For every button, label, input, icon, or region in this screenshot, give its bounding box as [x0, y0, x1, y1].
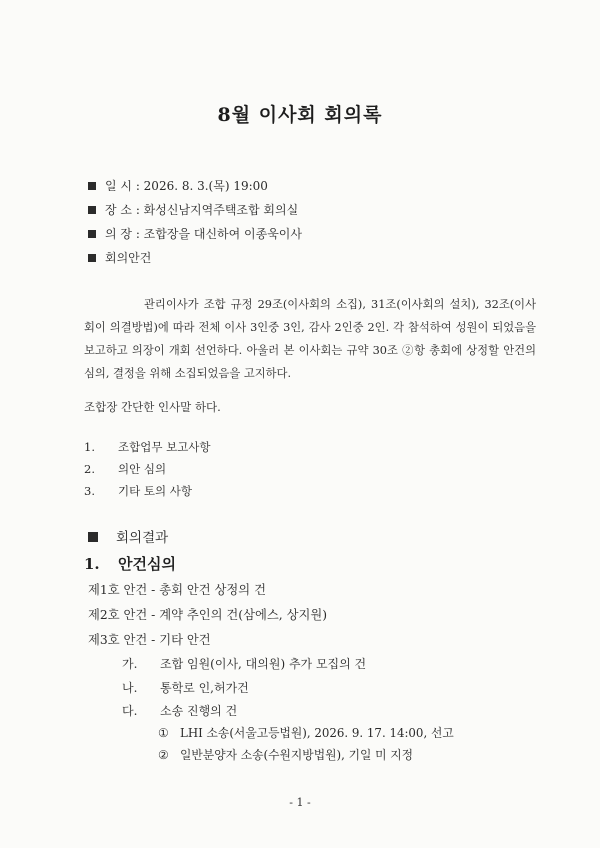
agenda-result-item: 제1호 안건 - 총회 안건 상정의 건 [88, 583, 266, 597]
sub-item-mark: 다. [122, 704, 138, 718]
case-mark: ① [158, 726, 169, 740]
section-heading [84, 553, 176, 574]
meta-place [88, 202, 298, 218]
sub-item-mark: 나. [122, 681, 138, 695]
meta-date [88, 178, 268, 194]
case-mark: ② [158, 748, 169, 762]
square-bullet-icon [88, 532, 98, 542]
results-heading [88, 526, 168, 546]
agenda-number: 1. [84, 440, 95, 454]
sub-item [122, 679, 249, 696]
page-title: 8월 이사회 회의록 [217, 104, 383, 126]
meta-agenda [88, 250, 151, 266]
square-bullet-icon [88, 182, 96, 190]
sub-item [122, 702, 237, 719]
meta-chair [88, 226, 302, 242]
case-item [158, 746, 413, 763]
opening-paragraph-text: 관리이사가 조합 규정 29조(이사회의 소집), 31조(이사회의 설치), 32조(이사회이 의결방법)에 따라 전체 이사 3인중 3인, 감사 2인중 2인. 각 참석하여 성원이 되었음을 보고하고 의장이 개회 선언하다. 아울러 본 이사회는 규약 30조 ②항 총회에 상정할 안건의 심의, 결정을 위해 소집되었음을 고지하다. [84, 298, 536, 380]
sub-item [122, 655, 366, 672]
sub-item-mark: 가. [122, 657, 138, 671]
opening-paragraph [84, 293, 536, 385]
agenda-result-item: 제3호 안건 - 기타 안건 [88, 633, 211, 647]
square-bullet-icon [88, 254, 96, 262]
agenda-item [84, 483, 192, 499]
agenda-number: 3. [84, 484, 95, 498]
case-item [158, 724, 454, 741]
agenda-text: 의안 심의 [118, 462, 167, 476]
square-bullet-icon [88, 206, 96, 214]
agenda-text: 조합업무 보고사항 [118, 440, 211, 454]
agenda-item [84, 439, 211, 455]
meta-place-text: 장 소 : 화성신남지역주택조합 회의실 [105, 203, 299, 217]
agenda-result-item: 제2호 안건 - 계약 추인의 건(삼에스, 상지원) [88, 608, 327, 622]
square-bullet-icon [88, 230, 96, 238]
results-label: 회의결과 [116, 530, 169, 546]
section-title: 안건심의 [118, 555, 176, 573]
meta-chair-text: 의 장 : 조합장을 대신하여 이종욱이사 [105, 227, 302, 241]
page-number: - 1 - [289, 796, 311, 809]
case-text: LHI 소송(서울고등법원), 2026. 9. 17. 14:00, 선고 [180, 726, 454, 740]
greeting: 조합장 간단한 인사말 하다. [84, 400, 221, 414]
agenda-item [84, 461, 166, 477]
meta-date-text: 일 시 : 2026. 8. 3.(목) 19:00 [105, 179, 268, 193]
agenda-number: 2. [84, 462, 95, 476]
meta-agenda-text: 회의안건 [105, 251, 152, 265]
agenda-text: 기타 토의 사항 [118, 484, 192, 498]
sub-item-text: 조합 임원(이사, 대의원) 추가 모집의 건 [160, 657, 367, 671]
sub-item-text: 통학로 인,허가건 [160, 681, 249, 695]
sub-item-text: 소송 진행의 건 [160, 704, 238, 718]
case-text: 일반분양자 소송(수원지방법원), 기일 미 지정 [180, 748, 414, 762]
section-number: 1. [84, 555, 100, 573]
